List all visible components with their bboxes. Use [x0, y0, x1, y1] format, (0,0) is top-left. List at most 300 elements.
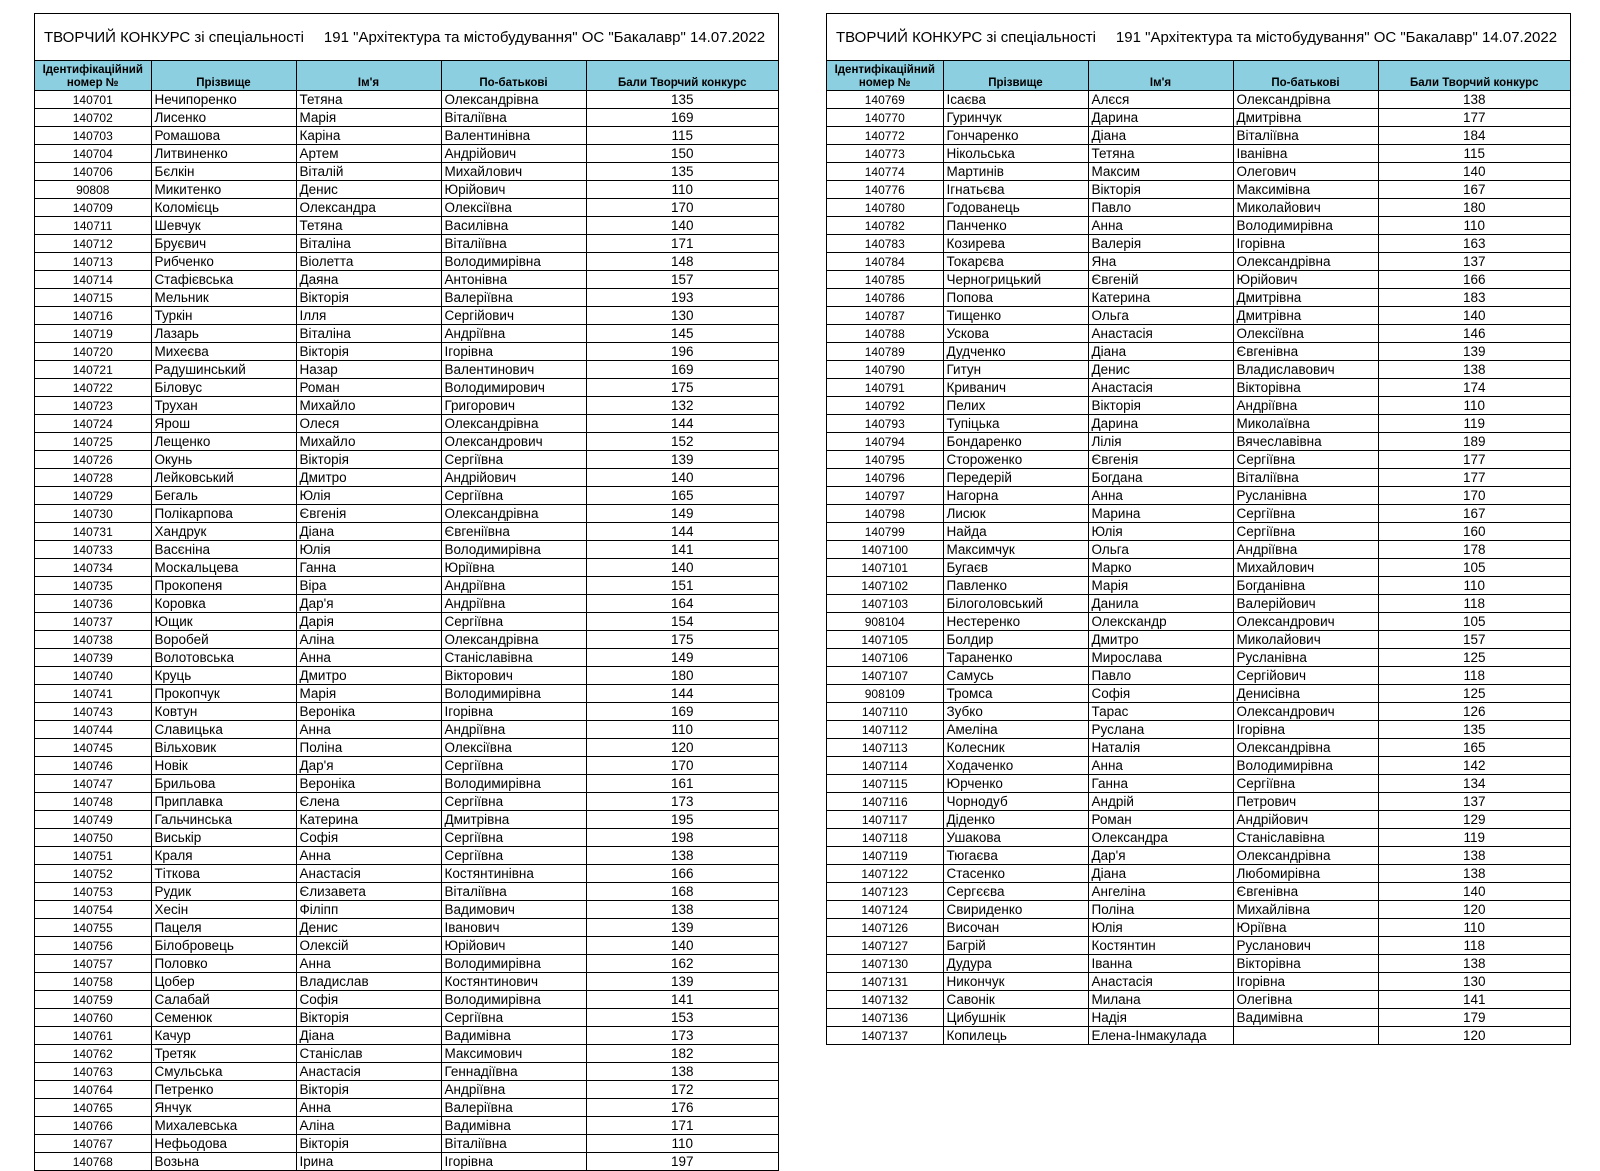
table-row [35, 253, 778, 271]
table-row [35, 343, 778, 361]
table-row [35, 1027, 778, 1045]
cell-surname: Ушакова [943, 829, 1088, 847]
cell-score: 138 [586, 1063, 778, 1081]
cell-score: 172 [586, 1081, 778, 1099]
cell-id: 1407116 [827, 793, 943, 811]
cell-surname: Ускова [943, 325, 1088, 343]
cell-id: 1407131 [827, 973, 943, 991]
cell-id: 1407112 [827, 721, 943, 739]
cell-score: 119 [1378, 829, 1570, 847]
cell-score: 153 [586, 1009, 778, 1027]
cell-id: 140788 [827, 325, 943, 343]
table-row [35, 649, 778, 667]
cell-id: 1407113 [827, 739, 943, 757]
cell-patronymic: Валентинович [441, 361, 586, 379]
table-row [35, 181, 778, 199]
cell-id: 140763 [35, 1063, 151, 1081]
cell-id: 140798 [827, 505, 943, 523]
cell-name: Максим [1088, 163, 1233, 181]
table-row [35, 415, 778, 433]
cell-patronymic: Олександрович [1233, 703, 1378, 721]
cell-surname: Краля [151, 847, 296, 865]
table-body [35, 91, 778, 1171]
table-row [827, 811, 1570, 829]
cell-score: 173 [586, 793, 778, 811]
cell-surname: Васєніна [151, 541, 296, 559]
cell-score: 137 [1378, 253, 1570, 271]
cell-score: 180 [1378, 199, 1570, 217]
cell-name: Ілля [296, 307, 441, 325]
table-row [827, 793, 1570, 811]
cell-name: Дарина [1088, 415, 1233, 433]
cell-surname: Бегаль [151, 487, 296, 505]
cell-id: 140785 [827, 271, 943, 289]
cell-score: 160 [1378, 523, 1570, 541]
cell-id: 140723 [35, 397, 151, 415]
cell-name: Анна [1088, 757, 1233, 775]
cell-patronymic: Олександрівна [1233, 91, 1378, 109]
cell-surname: Янчук [151, 1099, 296, 1117]
cell-patronymic: Сергіївна [1233, 523, 1378, 541]
cell-patronymic: Ігорівна [441, 1153, 586, 1171]
cell-surname: Виськір [151, 829, 296, 847]
cell-name: Ангеліна [1088, 883, 1233, 901]
cell-surname: Лещенко [151, 433, 296, 451]
cell-id: 90808 [35, 181, 151, 199]
cell-patronymic: Ігорівна [1233, 721, 1378, 739]
cell-name: Павло [1088, 667, 1233, 685]
cell-patronymic: Максимівна [1233, 181, 1378, 199]
cell-surname: Діденко [943, 811, 1088, 829]
cell-score: 140 [1378, 307, 1570, 325]
cell-surname: Юрченко [943, 775, 1088, 793]
table-row [35, 811, 778, 829]
table-row [827, 937, 1570, 955]
cell-score: 166 [1378, 271, 1570, 289]
cell-surname: Рудик [151, 883, 296, 901]
cell-score: 161 [586, 775, 778, 793]
cell-surname: Черногрицький [943, 271, 1088, 289]
cell-patronymic [1233, 1027, 1378, 1045]
cell-id: 140709 [35, 199, 151, 217]
cell-id: 140744 [35, 721, 151, 739]
cell-name: Дарина [1088, 109, 1233, 127]
cell-score: 175 [586, 631, 778, 649]
cell-name: Марія [296, 109, 441, 127]
cell-name: Тетяна [1088, 145, 1233, 163]
cell-score: 135 [586, 163, 778, 181]
table-row [35, 1063, 778, 1081]
cell-patronymic: Максимович [441, 1045, 586, 1063]
cell-surname: Москальцева [151, 559, 296, 577]
cell-score: 163 [1378, 235, 1570, 253]
table-row [827, 865, 1570, 883]
cell-score: 118 [1378, 667, 1570, 685]
results-table [35, 61, 778, 1170]
cell-name: Вероніка [296, 703, 441, 721]
cell-patronymic: Дмитрівна [441, 811, 586, 829]
table-row [35, 109, 778, 127]
cell-patronymic: Олександрівна [1233, 847, 1378, 865]
cell-surname: Савонік [943, 991, 1088, 1009]
cell-name: Юлія [1088, 919, 1233, 937]
cell-name: Анна [296, 649, 441, 667]
cell-surname: Нестеренко [943, 613, 1088, 631]
table-row [35, 361, 778, 379]
cell-surname: Токарєва [943, 253, 1088, 271]
cell-id: 1407107 [827, 667, 943, 685]
cell-surname: Цобер [151, 973, 296, 991]
cell-id: 140783 [827, 235, 943, 253]
cell-score: 118 [1378, 595, 1570, 613]
cell-score: 139 [586, 919, 778, 937]
cell-score: 184 [1378, 127, 1570, 145]
cell-patronymic: Костянтинович [441, 973, 586, 991]
table-row [35, 703, 778, 721]
cell-patronymic: Русланівна [1233, 487, 1378, 505]
cell-id: 140766 [35, 1117, 151, 1135]
cell-id: 1407127 [827, 937, 943, 955]
cell-name: Анастасія [296, 1063, 441, 1081]
cell-surname: Петренко [151, 1081, 296, 1099]
cell-score: 148 [586, 253, 778, 271]
table-row [827, 217, 1570, 235]
cell-id: 140704 [35, 145, 151, 163]
cell-score: 125 [1378, 685, 1570, 703]
cell-id: 140774 [827, 163, 943, 181]
cell-score: 139 [1378, 343, 1570, 361]
cell-id: 1407124 [827, 901, 943, 919]
cell-name: Поліна [1088, 901, 1233, 919]
table-row [827, 307, 1570, 325]
results-sheet-left [34, 13, 779, 1171]
cell-patronymic: Андрійович [1233, 811, 1378, 829]
cell-surname: Шевчук [151, 217, 296, 235]
cell-name: Юлія [296, 541, 441, 559]
cell-surname: Амеліна [943, 721, 1088, 739]
cell-surname: Гончаренко [943, 127, 1088, 145]
cell-surname: Смульська [151, 1063, 296, 1081]
cell-surname: Тіткова [151, 865, 296, 883]
cell-id: 140757 [35, 955, 151, 973]
table-row [827, 631, 1570, 649]
cell-surname: Пацеля [151, 919, 296, 937]
cell-patronymic: Євгенівна [1233, 883, 1378, 901]
cell-id: 140765 [35, 1099, 151, 1117]
cell-surname: Лисенко [151, 109, 296, 127]
table-row [827, 487, 1570, 505]
table-row [827, 829, 1570, 847]
cell-name: Олександра [1088, 829, 1233, 847]
table-header-row [35, 61, 778, 91]
cell-patronymic: Вадимівна [441, 1027, 586, 1045]
cell-patronymic: Сергіївна [441, 1009, 586, 1027]
cell-score: 162 [586, 955, 778, 973]
table-row [35, 505, 778, 523]
results-table [827, 61, 1570, 1044]
cell-patronymic: Петрович [1233, 793, 1378, 811]
cell-patronymic: Сергіївна [1233, 451, 1378, 469]
cell-patronymic: Володимирівна [441, 775, 586, 793]
table-row [35, 307, 778, 325]
cell-name: Аліна [296, 631, 441, 649]
cell-patronymic: Олександрівна [1233, 739, 1378, 757]
cell-surname: Бондаренко [943, 433, 1088, 451]
cell-id: 140712 [35, 235, 151, 253]
cell-id: 140735 [35, 577, 151, 595]
table-row [827, 847, 1570, 865]
cell-name: Станіслав [296, 1045, 441, 1063]
cell-score: 110 [1378, 919, 1570, 937]
cell-surname: Панченко [943, 217, 1088, 235]
cell-patronymic: Олександрівна [1233, 253, 1378, 271]
table-row [827, 775, 1570, 793]
cell-patronymic: Ігорівна [441, 703, 586, 721]
table-row [35, 595, 778, 613]
cell-patronymic: Володимирівна [441, 991, 586, 1009]
cell-surname: Цибушнік [943, 1009, 1088, 1027]
table-row [827, 127, 1570, 145]
cell-id: 140786 [827, 289, 943, 307]
cell-surname: Тищенко [943, 307, 1088, 325]
cell-patronymic: Геннадіївна [441, 1063, 586, 1081]
table-row [35, 235, 778, 253]
cell-surname: Свириденко [943, 901, 1088, 919]
cell-patronymic: Сергіївна [441, 487, 586, 505]
cell-name: Наталія [1088, 739, 1233, 757]
cell-surname: Лейковський [151, 469, 296, 487]
cell-patronymic: Валерійович [1233, 595, 1378, 613]
table-header-row [827, 61, 1570, 91]
cell-patronymic: Віталіївна [1233, 469, 1378, 487]
cell-patronymic: Миколайович [1233, 199, 1378, 217]
cell-score: 169 [586, 703, 778, 721]
table-row [827, 973, 1570, 991]
table-row [827, 145, 1570, 163]
cell-name: Вікторія [1088, 397, 1233, 415]
cell-id: 140793 [827, 415, 943, 433]
cell-patronymic: Олександрович [1233, 613, 1378, 631]
cell-name: Софія [296, 829, 441, 847]
cell-name: Аліна [296, 1117, 441, 1135]
cell-name: Ірина [296, 1153, 441, 1171]
cell-score: 137 [1378, 793, 1570, 811]
cell-patronymic: Володимирівна [441, 541, 586, 559]
cell-surname: Сергєєва [943, 883, 1088, 901]
table-row [35, 847, 778, 865]
cell-score: 110 [586, 721, 778, 739]
cell-score: 138 [1378, 865, 1570, 883]
cell-score: 144 [586, 415, 778, 433]
table-row [35, 793, 778, 811]
cell-score: 132 [586, 397, 778, 415]
cell-patronymic: Андріївна [441, 325, 586, 343]
cell-name: Алєся [1088, 91, 1233, 109]
cell-patronymic: Володимирівна [441, 955, 586, 973]
table-row [35, 937, 778, 955]
cell-surname: Пелих [943, 397, 1088, 415]
table-row [827, 991, 1570, 1009]
cell-surname: Михалевська [151, 1117, 296, 1135]
cell-score: 196 [586, 343, 778, 361]
cell-surname: Ромашова [151, 127, 296, 145]
table-row [35, 1135, 778, 1153]
cell-name: Михайло [296, 397, 441, 415]
cell-name: Марина [1088, 505, 1233, 523]
table-row [827, 1009, 1570, 1027]
cell-name: Віталіна [296, 325, 441, 343]
cell-name: Денис [296, 181, 441, 199]
cell-surname: Стафієвська [151, 271, 296, 289]
col-header-patronymic: По-батькові [1233, 61, 1378, 91]
cell-patronymic: Олександрівна [441, 505, 586, 523]
table-row [35, 577, 778, 595]
cell-name: Яна [1088, 253, 1233, 271]
cell-id: 140714 [35, 271, 151, 289]
cell-id: 140752 [35, 865, 151, 883]
cell-patronymic: Станіславівна [441, 649, 586, 667]
table-row [35, 289, 778, 307]
cell-name: Ольга [1088, 541, 1233, 559]
table-row [827, 235, 1570, 253]
cell-surname: Лисюк [943, 505, 1088, 523]
cell-id: 140745 [35, 739, 151, 757]
cell-name: Віолетта [296, 253, 441, 271]
cell-id: 1407115 [827, 775, 943, 793]
cell-id: 140750 [35, 829, 151, 847]
col-header-surname: Прізвище [943, 61, 1088, 91]
cell-id: 1407130 [827, 955, 943, 973]
cell-name: Діана [296, 523, 441, 541]
cell-id: 140738 [35, 631, 151, 649]
cell-patronymic: Андріївна [1233, 541, 1378, 559]
cell-score: 198 [586, 829, 778, 847]
table-row [827, 91, 1570, 109]
cell-patronymic: Ігорівна [1233, 235, 1378, 253]
cell-surname: Багрій [943, 937, 1088, 955]
table-row [827, 1027, 1570, 1045]
cell-patronymic: Юрійович [441, 937, 586, 955]
cell-surname: Височан [943, 919, 1088, 937]
table-row [35, 487, 778, 505]
cell-score: 126 [1378, 703, 1570, 721]
table-row [35, 325, 778, 343]
cell-name: Діана [296, 1027, 441, 1045]
cell-surname: Круць [151, 667, 296, 685]
cell-id: 1407132 [827, 991, 943, 1009]
cell-name: Олександра [296, 199, 441, 217]
cell-patronymic: Юріївна [1233, 919, 1378, 937]
cell-name: Анастасія [296, 865, 441, 883]
cell-surname: Тупіцька [943, 415, 1088, 433]
cell-score: 169 [586, 109, 778, 127]
cell-name: Костянтин [1088, 937, 1233, 955]
cell-patronymic: Олексіївна [441, 199, 586, 217]
cell-name: Анна [1088, 487, 1233, 505]
cell-surname: Ходаченко [943, 757, 1088, 775]
cell-score: 149 [586, 505, 778, 523]
cell-patronymic: Миколайович [1233, 631, 1378, 649]
cell-name: Марія [296, 685, 441, 703]
cell-score: 141 [1378, 991, 1570, 1009]
cell-name: Дар'я [296, 595, 441, 613]
cell-patronymic: Андрійович [441, 469, 586, 487]
cell-id: 140769 [827, 91, 943, 109]
results-sheet-right [826, 13, 1571, 1045]
table-row [827, 613, 1570, 631]
cell-score: 140 [586, 937, 778, 955]
cell-score: 105 [1378, 613, 1570, 631]
cell-name: Каріна [296, 127, 441, 145]
cell-surname: Нефьодова [151, 1135, 296, 1153]
cell-id: 140728 [35, 469, 151, 487]
cell-surname: Дудура [943, 955, 1088, 973]
cell-score: 139 [586, 451, 778, 469]
cell-name: Дмитро [1088, 631, 1233, 649]
cell-surname: Гитун [943, 361, 1088, 379]
cell-name: Дар'я [296, 757, 441, 775]
cell-name: Анна [296, 1099, 441, 1117]
cell-score: 171 [586, 235, 778, 253]
cell-patronymic: Іванівна [1233, 145, 1378, 163]
cell-score: 110 [1378, 577, 1570, 595]
cell-score: 152 [586, 433, 778, 451]
cell-score: 118 [1378, 937, 1570, 955]
cell-score: 142 [1378, 757, 1570, 775]
cell-name: Дар'я [1088, 847, 1233, 865]
cell-id: 140770 [827, 109, 943, 127]
cell-surname: Воробей [151, 631, 296, 649]
cell-score: 141 [586, 991, 778, 1009]
cell-name: Анна [296, 847, 441, 865]
cell-score: 110 [1378, 217, 1570, 235]
cell-surname: Брильова [151, 775, 296, 793]
title-competition: ТВОРЧИЙ КОНКУРС зі спеціальності [44, 28, 304, 46]
table-row [827, 523, 1570, 541]
cell-score: 195 [586, 811, 778, 829]
cell-patronymic: Андрійович [441, 145, 586, 163]
cell-id: 1407117 [827, 811, 943, 829]
cell-surname: Дудченко [943, 343, 1088, 361]
cell-name: Елена-Інмакулада [1088, 1027, 1233, 1045]
cell-name: Ганна [296, 559, 441, 577]
cell-name: Данила [1088, 595, 1233, 613]
cell-id: 140702 [35, 109, 151, 127]
cell-name: Тетяна [296, 91, 441, 109]
cell-score: 140 [1378, 883, 1570, 901]
cell-score: 138 [1378, 955, 1570, 973]
cell-name: Дмитро [296, 469, 441, 487]
cell-surname: Білобровець [151, 937, 296, 955]
cell-name: Денис [1088, 361, 1233, 379]
table-row [827, 289, 1570, 307]
cell-name: Надія [1088, 1009, 1233, 1027]
cell-surname: Самусь [943, 667, 1088, 685]
cell-score: 115 [586, 127, 778, 145]
cell-id: 140784 [827, 253, 943, 271]
cell-surname: Копилець [943, 1027, 1088, 1045]
cell-name: Вікторія [296, 1135, 441, 1153]
cell-id: 140703 [35, 127, 151, 145]
cell-patronymic: Сергіївна [441, 847, 586, 865]
cell-id: 140731 [35, 523, 151, 541]
table-row [827, 397, 1570, 415]
cell-surname: Гальчинська [151, 811, 296, 829]
cell-score: 145 [586, 325, 778, 343]
cell-id: 140716 [35, 307, 151, 325]
cell-surname: Туркін [151, 307, 296, 325]
cell-name: Анна [296, 955, 441, 973]
